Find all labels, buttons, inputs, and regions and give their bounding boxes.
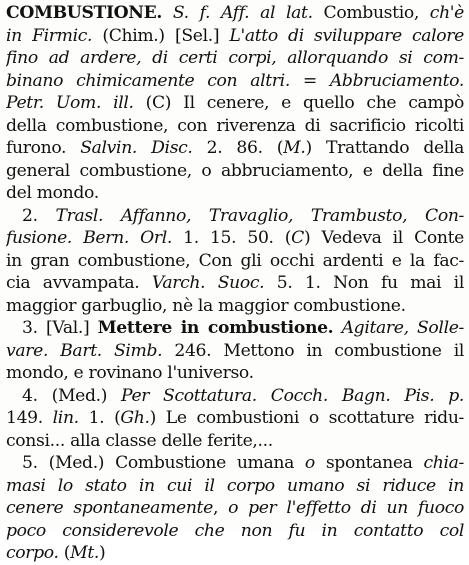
entry-line xyxy=(6,475,464,498)
line-segment: Varch. Suoc. xyxy=(151,273,265,293)
line-segment: o xyxy=(304,453,315,473)
line-segment: general combustione, o abbruciamento, e della fine xyxy=(6,160,464,181)
line-segment: Per Scottatura. Cocch. Bagn. Pis. p. xyxy=(121,385,464,406)
line-segment: 246. Mettono in combustione il xyxy=(162,340,464,361)
line-segment: in gran combustione, Con gli occhi ardenti e la fac- xyxy=(6,250,464,271)
entry-line xyxy=(6,497,464,520)
line-segment: 3. [Val.] xyxy=(22,318,98,338)
entry-line xyxy=(6,520,464,543)
line-segment: maggior garbuglio, nè la maggior combustione. xyxy=(6,295,406,316)
entry-line xyxy=(6,70,464,93)
line-segment: ch'è xyxy=(429,3,464,23)
entry-line xyxy=(6,115,464,138)
line-segment: 5. (Med.) Combustione umana xyxy=(22,453,305,473)
line-segment: ) Trattando della xyxy=(305,138,464,158)
line-segment: poco considerevole che non fu in contatto col xyxy=(6,520,464,541)
line-segment: ) Le combustioni o scottature ridu- xyxy=(149,408,464,428)
line-segment: 1. 15. 50. ( xyxy=(171,228,292,248)
entry-line xyxy=(6,25,464,48)
line-segment: C xyxy=(291,228,304,248)
line-segment: Agitare, Solle- xyxy=(333,318,464,338)
line-segment: spontanea xyxy=(314,453,424,473)
line-segment: cenere spontaneamente xyxy=(6,498,213,518)
entry-line xyxy=(22,452,464,475)
entry-line xyxy=(6,272,464,295)
line-segment: consi... alla classe delle ferite,... xyxy=(6,430,273,451)
entry-line xyxy=(6,340,464,363)
line-segment: furono. xyxy=(6,138,81,158)
line-segment: Gh. xyxy=(120,408,150,428)
entry-line xyxy=(6,227,464,250)
line-segment: M. xyxy=(283,138,306,158)
entry-line xyxy=(22,317,464,340)
line-segment: 2. xyxy=(22,205,56,226)
line-segment: ) Vedeva il Conte xyxy=(303,228,464,248)
line-segment: 2. 86. ( xyxy=(192,138,284,158)
entry-line xyxy=(6,137,464,160)
line-segment: lin. xyxy=(52,408,79,428)
line-segment: , xyxy=(212,498,229,518)
line-segment: 4. (Med.) xyxy=(22,385,122,406)
line-segment: (Chim.) [Sel.] xyxy=(92,25,230,46)
line-segment: mondo, e rovinano l'universo. xyxy=(6,363,254,383)
line-segment: corpo. xyxy=(6,543,59,563)
line-segment: masi lo stato in cui il corpo umano si riduce in xyxy=(6,475,464,496)
entry-line xyxy=(6,92,464,115)
line-segment: vare. Bart. Simb. xyxy=(6,340,163,361)
line-segment: Mettere in combustione. xyxy=(97,318,334,338)
line-segment: Combustio, xyxy=(312,3,430,23)
line-segment: o per l'effetto di un fuoco xyxy=(228,498,464,518)
entry-line xyxy=(6,430,464,453)
entry-line xyxy=(6,407,464,430)
line-segment: binano chimicamente con altri. = Abbruciamento. xyxy=(6,70,464,91)
line-segment: Mt. xyxy=(70,543,100,563)
line-segment: COMBUSTIONE. xyxy=(6,3,163,23)
line-segment: fino ad ardere, di certi corpi, allorquando si com- xyxy=(6,48,464,68)
line-segment: 5. 1. Non fu mai il xyxy=(264,273,464,293)
line-segment: Trasl. Affanno, Travaglio, Trambusto, Con- xyxy=(55,205,464,226)
line-segment: Petr. Uom. ill. xyxy=(6,93,134,113)
line-segment: cia avvampata. xyxy=(6,273,152,293)
entry-line xyxy=(6,182,464,205)
entry-line xyxy=(6,295,464,318)
line-segment: S. f. Aff. al lat. xyxy=(162,3,313,23)
line-segment: in Firmic. xyxy=(6,25,93,46)
line-segment: chia- xyxy=(423,453,464,473)
entry-line xyxy=(6,362,464,385)
entry-line xyxy=(6,250,464,273)
line-segment: della combustione, con riverenza di sacrificio ricolti xyxy=(6,115,464,136)
entry-line xyxy=(6,160,464,183)
line-segment: Salvin. Disc. xyxy=(80,138,193,158)
entry-line xyxy=(22,205,464,228)
entry-line xyxy=(6,542,464,565)
line-segment: 149. xyxy=(6,408,53,428)
line-segment: ( xyxy=(58,543,71,563)
line-segment: L'atto di sviluppare calore xyxy=(229,25,464,46)
entry-line xyxy=(6,2,464,25)
line-segment: ) xyxy=(99,543,106,563)
line-segment: (C) Il cenere, e quello che campò xyxy=(133,93,464,113)
line-segment: fusione. Bern. Orl. xyxy=(6,228,172,248)
line-segment: 1. ( xyxy=(78,408,121,428)
line-segment: del mondo. xyxy=(6,183,99,203)
entry-line xyxy=(6,47,464,70)
entry-line xyxy=(22,385,464,408)
